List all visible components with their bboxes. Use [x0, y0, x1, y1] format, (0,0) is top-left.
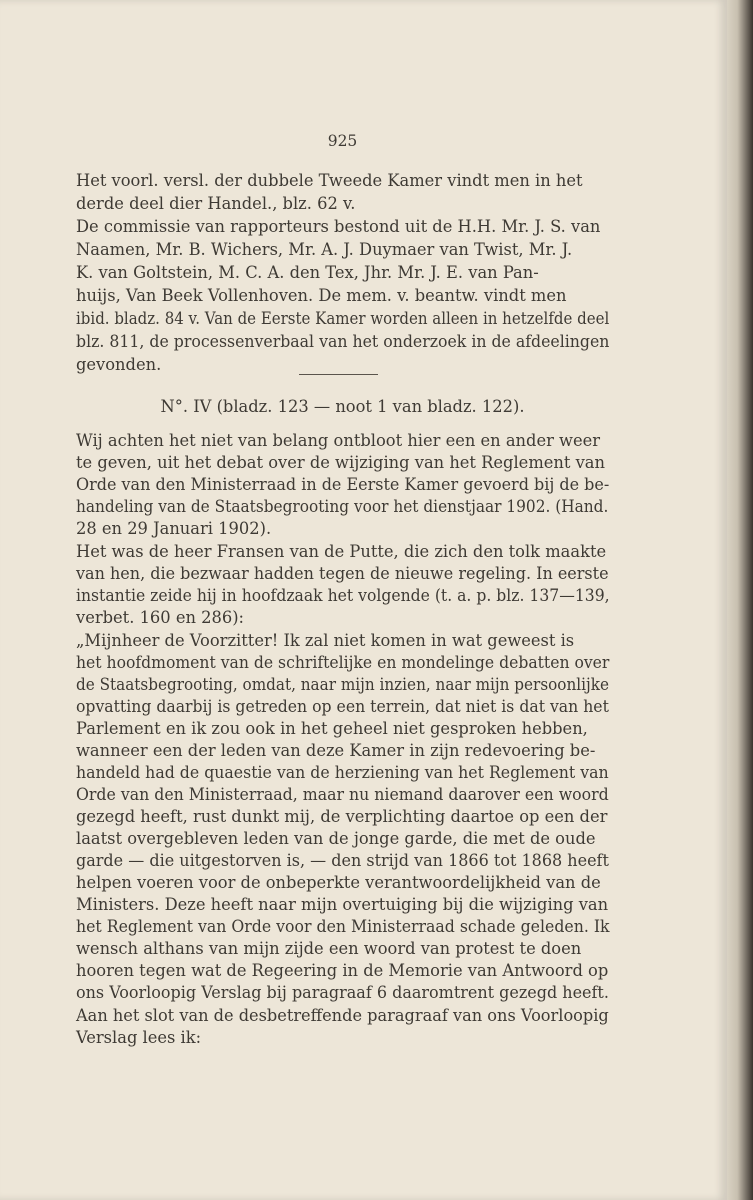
section-divider	[299, 374, 378, 375]
text-line: Het was de heer Fransen van de Putte, die zich den tolk maakte	[76, 542, 607, 561]
text-line: ibid. bladz. 84 v. Van de Eerste Kamer worden alleen in hetzelfde deel	[76, 309, 610, 328]
text-line: 28 en 29 Januari 1902).	[76, 519, 272, 538]
text-line: huijs, Van Beek Vollenhoven. De mem. v. beantw. vindt men	[76, 286, 567, 305]
text-line: garde — die uitgestorven is, — den strijd van 1866 tot 1868 heeft	[76, 851, 609, 870]
text-line: Orde van den Ministerraad in de Eerste Kamer gevoerd bij de be-	[76, 475, 610, 494]
text-line: „Mijnheer de Voorzitter! Ik zal niet komen in wat geweest is	[76, 631, 575, 650]
text-line: gezegd heeft, rust dunkt mij, de verplichting daartoe op een der	[76, 807, 608, 826]
text-line: van hen, die bezwaar hadden tegen de nieuwe regeling. In eerste	[76, 564, 609, 583]
section-heading: N°. IV (bladz. 123 — noot 1 van bladz. 122).	[160, 397, 525, 416]
text-line: De commissie van rapporteurs bestond uit de H.H. Mr. J. S. van	[76, 217, 601, 236]
text-line: K. van Goltstein, M. C. A. den Tex, Jhr. Mr. J. E. van Pan-	[76, 263, 539, 282]
text-line: instantie zeide hij in hoofdzaak het volgende (t. a. p. blz. 137—139,	[76, 586, 610, 605]
text-line: Wij achten het niet van belang ontbloot hier een en ander weer	[76, 431, 601, 450]
text-line: Orde van den Ministerraad, maar nu niemand daarover een woord	[76, 785, 609, 804]
text-line: het Reglement van Orde voor den Ministerraad schade geleden. Ik	[76, 917, 610, 936]
text-line: Parlement en ik zou ook in het geheel niet gesproken hebben,	[76, 719, 588, 738]
text-line: Ministers. Deze heeft naar mijn overtuiging bij die wijziging van	[76, 895, 609, 914]
text-line: opvatting daarbij is getreden op een terrein, dat niet is dat van het	[76, 697, 609, 716]
text-line: verbet. 160 en 286):	[76, 608, 245, 627]
text-line: het hoofdmoment van de schriftelijke en mondelinge debatten over	[76, 653, 610, 672]
text-line: blz. 811, de processenverbaal van het onderzoek in de afdeelingen	[76, 332, 610, 351]
text-line: Het voorl. versl. der dubbele Tweede Kamer vindt men in het	[76, 171, 583, 190]
text-line: Verslag lees ik:	[76, 1028, 202, 1047]
page-edge	[727, 0, 753, 1200]
text-line: de Staatsbegrooting, omdat, naar mijn inzien, naar mijn persoonlijke	[76, 675, 609, 694]
page-number: 925	[327, 132, 358, 150]
text-line: ons Voorloopig Verslag bij paragraaf 6 daaromtrent gezegd heeft.	[76, 983, 609, 1002]
text-line: laatst overgebleven leden van de jonge garde, die met de oude	[76, 829, 596, 848]
text-line: te geven, uit het debat over de wijziging van het Reglement van	[76, 453, 605, 472]
text-line: gevonden.	[76, 355, 162, 374]
text-line: wensch althans van mijn zijde een woord van protest te doen	[76, 939, 582, 958]
text-line: Naamen, Mr. B. Wichers, Mr. A. J. Duymaer van Twist, Mr. J.	[76, 240, 573, 259]
text-line: wanneer een der leden van deze Kamer in zijn redevoering be-	[76, 741, 596, 760]
text-line: helpen voeren voor de onbeperkte verantwoordelijkheid van de	[76, 873, 601, 892]
text-line: hooren tegen wat de Regeering in de Memorie van Antwoord op	[76, 961, 609, 980]
text-line: handeling van de Staatsbegrooting voor het dienstjaar 1902. (Hand.	[76, 497, 609, 516]
text-line: handeld had de quaestie van de herziening van het Reglement van	[76, 763, 609, 782]
text-line: derde deel dier Handel., blz. 62 v.	[76, 194, 356, 213]
text-line: Aan het slot van de desbetreffende paragraaf van ons Voorloopig	[76, 1006, 609, 1025]
